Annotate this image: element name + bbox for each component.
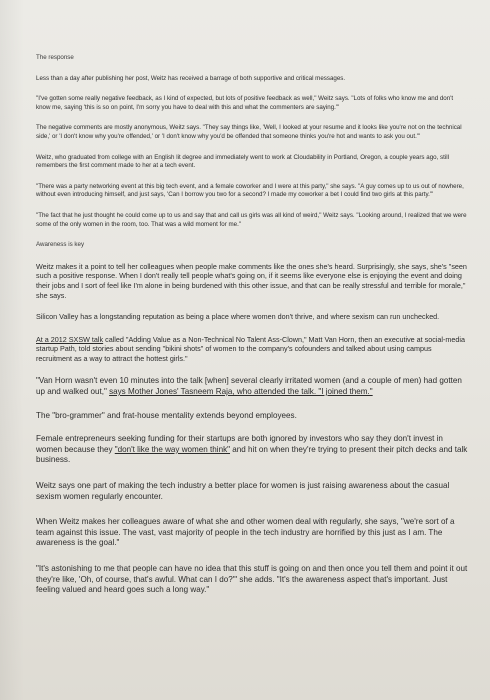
- page-shadow: [0, 0, 24, 700]
- paragraph-13: Weitz says one part of making the tech industry a better place for women is just raising awareness about the casual sexism women regularly encounter.: [36, 481, 450, 501]
- section-heading-awareness: Awareness is key: [36, 241, 85, 249]
- sxsw-talk-link[interactable]: At a 2012 SXSW talk: [36, 334, 104, 344]
- paragraph-9: [36, 335, 468, 364]
- paragraph-11: The "bro-grammer" and frat-house mentality extends beyond employees.: [36, 410, 297, 420]
- paragraph-5: "There was a party networking event at this big tech event, and a female coworker and I were at this party," she says. "A guy comes up to us out of nowhere, without even introducing himself, and just says, 'Can I borrow you two for a second? I made my coworker a bet I could find two girls at this party.'": [36, 182, 464, 199]
- paragraph-12: [36, 434, 468, 466]
- paragraph-9-text: called "Adding Value as a Non-Technical No Talent Ass-Clown," Matt Van Horn, then an executive at social-media startup Path, told stories about sending "bikini shots" of women to the company's cofounders and talked about using campus recruitment as a way to attract the hottest girls.": [36, 334, 465, 363]
- paragraph-8: Silicon Valley has a longstanding reputation as being a place where women don't thrive, and where sexism can run unchecked.: [36, 312, 440, 322]
- paragraph-14: When Weitz makes her colleagues aware of what she and other women deal with regularly, she says, "we're sort of a team against this issue. The vast, vast majority of people in the tech industry are horrified by this just as I am. The awareness is the goal.": [36, 517, 455, 548]
- paragraph-1: Less than a day after publishing her post, Weitz has received a barrage of both supportive and critical messages.: [36, 74, 346, 82]
- paragraph-4: Weitz, who graduated from college with an English lit degree and immediately went to work at Cloudability in Portland, Oregon, a couple years ago, still remembers the first comment made to her at a tech event.: [36, 153, 449, 170]
- mother-jones-link[interactable]: says Mother Jones' Tasneem Raja, who attended the talk. "I joined them.": [109, 387, 373, 397]
- article-body: [36, 54, 468, 596]
- paragraph-3: The negative comments are mostly anonymous, Weitz says. "They say things like, 'Well, I looked at your resume and it looks like you're not on the technical side,' or 'I don't know why you're offended,' or 'I don't know why you'd be offended that someone thinks you're hot and wants to ask you out.'": [36, 124, 462, 140]
- paragraph-6: "The fact that he just thought he could come up to us and say that and call us girls was all kind of weird," Weitz says. "Looking around, I realized that we were some of the only women in the room, too. That was a wild moment for me.": [36, 211, 467, 228]
- paragraph-10-text: "Van Horn wasn't even 10 minutes into the talk [when] several clearly irritated women (and a couple of men) had gotten up and walked out,": [36, 376, 462, 397]
- paragraph-7: Weitz makes it a point to tell her colleagues when people make comments like the ones she's heard. Surprisingly, she says, she's "seen such a positive response. When I don't really tell people what's going on, if it seems like everyone else is enjoying the event and doing their jobs and I sort of feel like I'm alone in being burdened with this other issue, and that can be really stressful and terrible for morale," she says.: [36, 261, 467, 300]
- paragraph-2: "I've gotten some really negative feedback, as I kind of expected, but lots of positive feedback as well," Weitz says. "Lots of folks who know me and don't know me, saying 'this is so on point, I'm sorry you have to deal with this and what the commenters are saying.'": [36, 95, 454, 111]
- paragraph-10: [36, 376, 468, 397]
- investors-quote-link[interactable]: "don't like the way women think": [114, 444, 231, 454]
- paragraph-15: "It's astonishing to me that people can have no idea that this stuff is going on and then once you tell them and point it out they're like, 'Oh, of course, that's awful. What can I do?'" she adds. "It's the awareness aspect that's important. Just feeling valued and heard goes such a long way.": [36, 564, 468, 595]
- paragraph-12-text-a: Female entrepreneurs seeking funding for their startups are both ignored by investors who say they don't invest in women because they: [36, 434, 443, 454]
- paragraph-12-text-b: and hit on when they're trying to present their pitch decks and talk business.: [36, 444, 468, 465]
- section-heading-response: The response: [36, 54, 74, 61]
